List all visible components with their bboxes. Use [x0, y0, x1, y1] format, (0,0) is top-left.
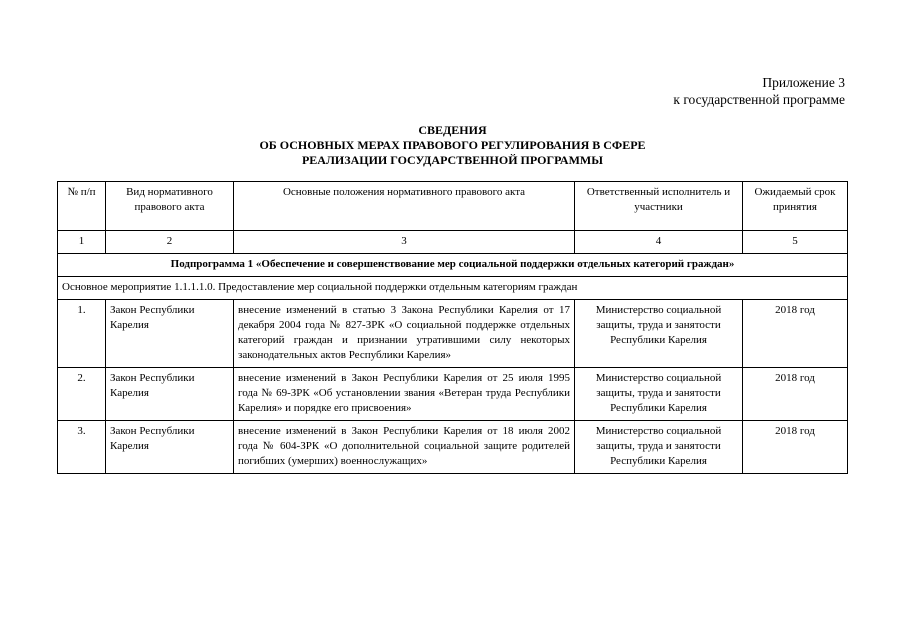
column-number: 2 — [106, 231, 234, 254]
table-row — [58, 421, 848, 474]
row-provisions: внесение изменений в Закон Республики Карелия от 18 июля 2002 года № 604-ЗРК «О дополнительной социальной защите родителей погибших (умерших) военнослужащих» — [234, 421, 575, 474]
title-line-2: ОБ ОСНОВНЫХ МЕРАХ ПРАВОВОГО РЕГУЛИРОВАНИЯ В СФЕРЕ — [259, 138, 646, 152]
title-line-3: РЕАЛИЗАЦИИ ГОСУДАРСТВЕННОЙ ПРОГРАММЫ — [301, 153, 604, 167]
activity-title: Основное мероприятие 1.1.1.1.0. Предоставление мер социальной поддержки отдельным категориям граждан — [58, 277, 848, 300]
activity-row — [58, 277, 848, 300]
subprogram-row — [58, 254, 848, 277]
subprogram-title: Подпрограмма 1 «Обеспечение и совершенствование мер социальной поддержки отдельных категорий граждан» — [58, 254, 848, 277]
row-term: 2018 год — [743, 368, 848, 421]
column-number: 5 — [743, 231, 848, 254]
column-number: 1 — [58, 231, 106, 254]
table-row — [58, 300, 848, 368]
title-line-1: СВЕДЕНИЯ — [418, 123, 487, 137]
row-provisions: внесение изменений в статью 3 Закона Республики Карелия от 17 декабря 2004 года № 827-ЗРК «О социальной поддержке отдельных категорий граждан и признании утратившими силу некоторых законодательных актов Республики Карелия» — [234, 300, 575, 368]
column-number: 4 — [575, 231, 743, 254]
appendix-number: Приложение 3 — [762, 75, 845, 90]
table-header-row — [58, 182, 848, 231]
row-act-type: Закон Республики Карелия — [106, 368, 234, 421]
row-number: 3. — [58, 421, 106, 474]
document-title — [0, 123, 905, 168]
row-term: 2018 год — [743, 300, 848, 368]
header-act-type: Вид нормативного правового акта — [106, 182, 234, 231]
appendix-note — [673, 74, 845, 108]
row-responsible: Министерство социальной защиты, труда и занятости Республики Карелия — [575, 421, 743, 474]
row-number: 2. — [58, 368, 106, 421]
row-provisions: внесение изменений в Закон Республики Карелия от 25 июля 1995 года № 69-ЗРК «Об установлении звания «Ветеран труда Республики Карелия» и порядке его присвоения» — [234, 368, 575, 421]
row-responsible: Министерство социальной защиты, труда и занятости Республики Карелия — [575, 300, 743, 368]
row-number: 1. — [58, 300, 106, 368]
row-term: 2018 год — [743, 421, 848, 474]
header-number: № п/п — [58, 182, 106, 231]
column-number-row — [58, 231, 848, 254]
row-act-type: Закон Республики Карелия — [106, 300, 234, 368]
header-responsible: Ответственный исполнитель и участники — [575, 182, 743, 231]
row-act-type: Закон Республики Карелия — [106, 421, 234, 474]
column-number: 3 — [234, 231, 575, 254]
legal-measures-table — [57, 181, 848, 474]
appendix-reference: к государственной программе — [673, 92, 845, 107]
table-row — [58, 368, 848, 421]
row-responsible: Министерство социальной защиты, труда и занятости Республики Карелия — [575, 368, 743, 421]
header-provisions: Основные положения нормативного правового акта — [234, 182, 575, 231]
header-term: Ожидаемый срок принятия — [743, 182, 848, 231]
